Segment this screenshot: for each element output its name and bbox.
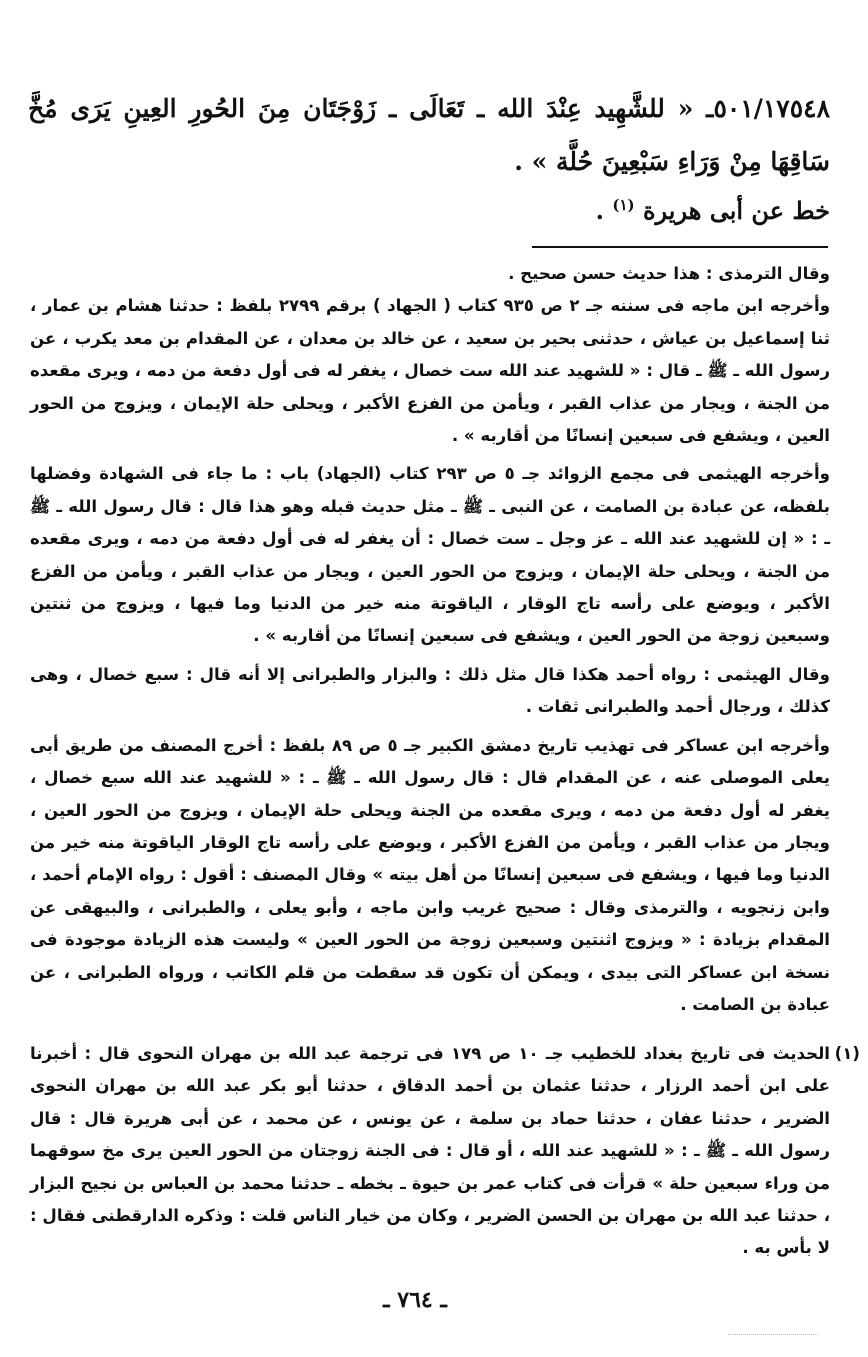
note-paragraph: وأخرجه ابن ماجه فى سننه جـ ٢ ص ٩٣٥ كتاب ( الجهاد ) برقم ٢٧٩٩ بلفظ : حدثنا هشام بن عمار ، ثنا إسماعيل بن عياش ، حدثنى بحير بن سعيد ، عن خالد بن معدان ، عن المقدام بن معد يكرب ، عن رسول الله ـ ﷺ ـ قال : « للشهيد عند الله ست خصال ، يغفر له فى أول دفعة من دمه ، ويرى مقعده من الجنة ، ويجار من عذاب القبر ، ويأمن من الفزع الأكبر ، ويحلى حلة الإيمان ، ويزوج من الحور العين ، ويشفع فى سبعين إنسانًا من أقاربه » . <box>30 296 831 446</box>
footnote-divider <box>532 246 828 248</box>
footnote-text: الحديث فى تاريخ بغداد للخطيب جـ ١٠ ص ١٧٩ فى ترجمة عبد الله بن مهران النحوى قال : أخبرنا على ابن أحمد الرزار ، حدثنا عثمان بن أحمد الدقاق ، حدثنا أبو بكر عبد الله بن مهران النحوى الضرير ، حدثنا عفان ، حدثنا حماد بن سلمة ، عن يونس ، عن محمد ، عن أبى هريرة قال : قال رسول الله ـ ﷺ ـ : « للشهيد عند الله ، أو قال : فى الجنة زوجتان من الحور العين يرى مخ سوقهما من وراء سبعين حلة » قرأت فى كتاب عمر بن حيوة ـ بخطه ـ حدثنا محمد بن العباس بن نجيح البزار ، حدثنا عبد الله بن مهران بن الحسن الضرير ، وكان من خيار الناس قلت : وذكره الدارقطنى فقال : لا بأس به . <box>30 1044 830 1258</box>
hadith-text-block <box>28 82 830 188</box>
commentary-notes <box>30 258 830 1021</box>
source-end: . <box>595 196 613 225</box>
footnote <box>30 1038 860 1265</box>
source-text: خط عن أبى هريرة <box>642 196 830 225</box>
note-paragraph: وقال الترمذى : هذا حديث حسن صحيح . <box>508 264 830 283</box>
footnote-marker: (١) <box>612 196 635 214</box>
hadith-text: ٥٠١/١٧٥٤٨ـ « للشَّهِيد عِنْدَ الله ـ تَعَالَى ـ زَوْجَتَان مِنَ الحُورِ العِينِ يَرَى مُخَّ سَاقِهَا مِنْ وَرَاءِ سَبْعِينَ حُلَّة » . <box>28 94 830 176</box>
page-number: ـ ٧٦٤ ـ <box>383 1287 447 1313</box>
hadith-source <box>300 188 830 228</box>
note-paragraph: وأخرجه الهيثمى فى مجمع الزوائد جـ ٥ ص ٢٩٣ كتاب (الجهاد) باب : ما جاء فى الشهادة وفضلها بلفظه، عن عبادة بن الصامت ، عن النبى ـ ﷺ ـ مثل حديث قبله وهو هذا قال : قال رسول الله ـ ﷺ ـ : « إن للشهيد عند الله ـ عز وجل ـ ست خصال : أن يغفر له فى أول دفعة من دمه ، ويرى مقعده من الجنة ، ويحلى حلة الإيمان ، ويزوج من الحور العين ، ويجار من عذاب القبر ، ويأمن من الفزع الأكبر ، ويوضع على رأسه تاج الوقار ، الياقوتة منه خير من الدنيا وما فيها ، ويزوج من ثنتين وسبعين زوجة من الحور العين ، ويشفع فى سبعين إنسانًا من أقاربه » . <box>30 464 830 646</box>
note-paragraph: وقال الهيثمى : رواه أحمد هكذا قال مثل ذلك : والبزار والطبرانى إلا أنه قال : سبع خصال ، وهى كذلك ، ورجال أحمد والطبرانى ثقات . <box>30 664 830 717</box>
scan-specks <box>728 1334 818 1335</box>
footnote-number: (١) <box>834 1044 860 1063</box>
note-paragraph: وأخرجه ابن عساكر فى تهذيب تاريخ دمشق الكبير جـ ٥ ص ٨٩ بلفظ : أخرج المصنف من طريق أبى يعلى الموصلى عنه ، عن المقدام قال : قال رسول الله ـ ﷺ ـ : « للشهيد عند الله سبع خصال ، يغفر له أول دفعة من دمه ، ويرى مقعده من الجنة ويحلى حلة الإيمان ، ويزوج من الحور العين ، ويجار من عذاب القبر ، ويأمن من الفزع الأكبر ، ويوضع على رأسه تاج الوقار الياقوتة منه خير من الدنيا وما فيها ، ويشفع فى سبعين إنسانًا من أهل بيته » وقال المصنف : أقول : رواه الإمام أحمد ، وابن زنجويه ، والترمذى وقال : صحيح غريب وابن ماجه ، وأبو يعلى ، والطبرانى ، والبيهقى عن المقدام بزيادة : « ويزوج اثنتين وسبعين زوجة من الحور العين » وليست هذه الزيادة موجودة فى نسخة ابن عساكر التى بيدى ، ويمكن أن تكون قد سقطت من قلم الكاتب ، ورواه الطبرانى ، عن عبادة بن الصامت . <box>30 735 830 1014</box>
